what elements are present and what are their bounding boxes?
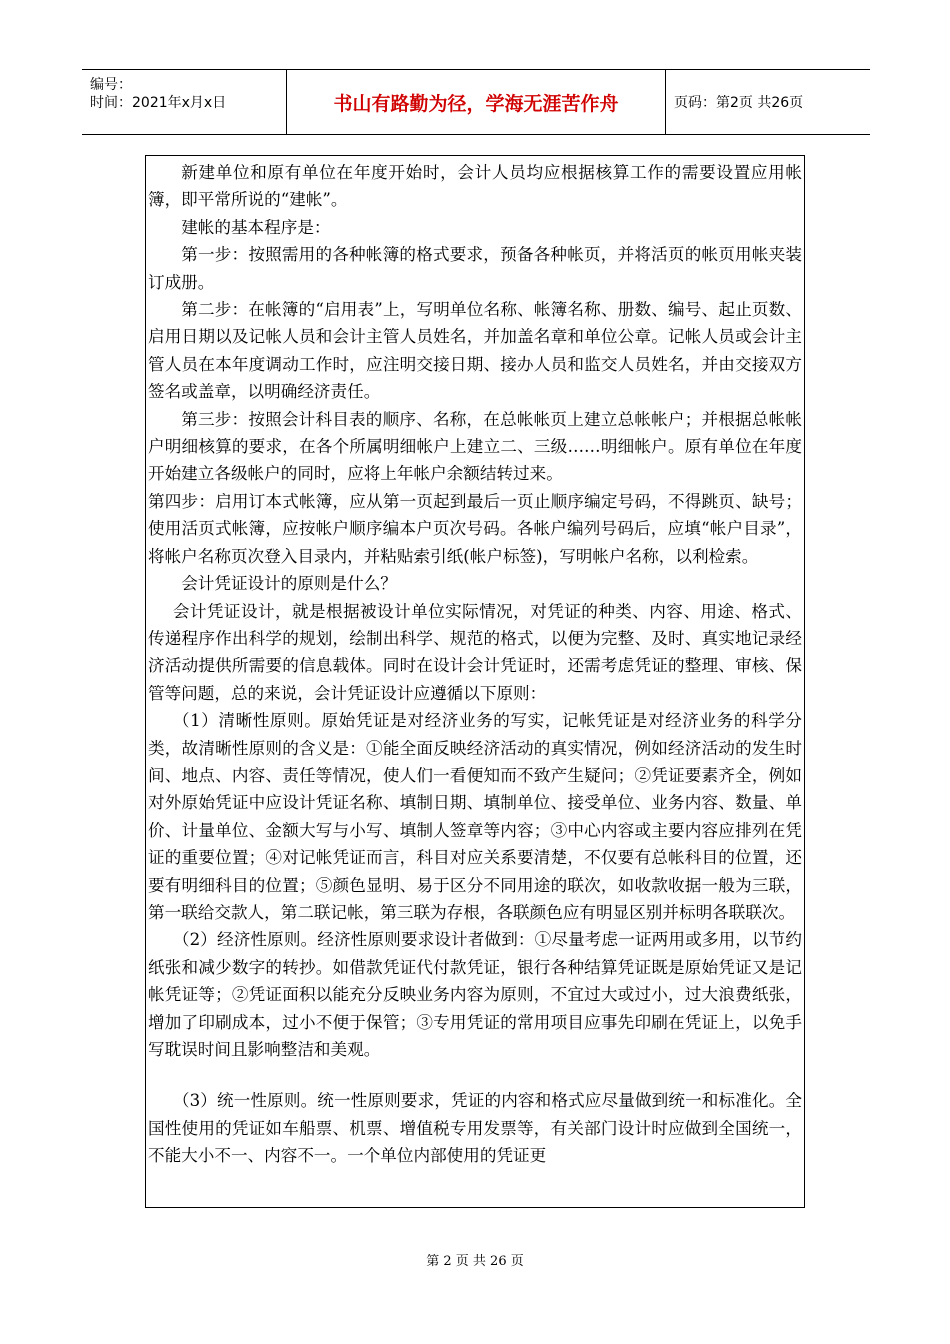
paragraph-step-4: 第四步：启用订本式帐簿，应从第一页起到最后一页止顺序编定号码，不得跳页、缺号；使用活页式帐簿，应按帐户顺序编本户页次号码。各帐户编列号码后，应填“帐户目录”，将帐户名称页次登入目录内，并粘贴索引纸(帐户标签)，写明帐户名称，以利检索。	[148, 491, 802, 566]
header-page-number: 页码：第2页 共26页	[674, 95, 804, 111]
paragraph-intro: 新建单位和原有单位在年度开始时，会计人员均应根据核算工作的需要设置应用帐簿，即平常所说的“建帐”。	[148, 163, 802, 210]
paragraph-procedure-heading: 建帐的基本程序是：	[181, 217, 331, 237]
content-body	[148, 159, 802, 1170]
header-motto: 书山有路勤为径，学海无涯苦作舟	[287, 70, 666, 134]
paragraph-principle-clarity: （1）清晰性原则。原始凭证是对经济业务的写实，记帐凭证是对经济业务的科学分类，故清晰性原则的含义是：①能全面反映经济活动的真实情况，例如经济活动的发生时间、地点、内容、责任等情况，使人们一看便知而不致产生疑问；②凭证要素齐全，例如对外原始凭证中应设计凭证名称、填制日期、填制单位、接受单位、业务内容、数量、单价、计量单位、金额大写与小写、填制人签章等内容；③中心内容或主要内容应排列在凭证的重要位置；④对记帐凭证而言，科目对应关系要清楚，不仅要有总帐科目的位置，还要有明细科目的位置；⑤颜色显明、易于区分不同用途的联次，如收款收据一般为三联，第一联给交款人，第二联记帐，第三联为存根，各联颜色应有明显区别并标明各联联次。	[148, 711, 802, 922]
paragraph-principle-economy: （2）经济性原则。经济性原则要求设计者做到：①尽量考虑一证两用或多用，以节约纸张和减少数字的转抄。如借款凭证代付款凭证，银行各种结算凭证既是原始凭证又是记帐凭证等；②凭证面积以能充分反映业务内容为原则，不宜过大或过小，过大浪费纸张，增加了印刷成本，过小不便于保管；③专用凭证的常用项目应事先印刷在凭证上，以免手写耽误时间且影响整洁和美观。	[148, 930, 802, 1059]
paragraph-question: 会计凭证设计的原则是什么？	[181, 574, 397, 594]
document-number-label: 编号：	[90, 77, 132, 93]
paragraph-design-overview: 会计凭证设计，就是根据被设计单位实际情况，对凭证的种类、内容、用途、格式、传递程序作出科学的规划，绘制出科学、规范的格式，以便为完整、及时、真实地记录经济活动提供所需要的信息载体。同时在设计会计凭证时，还需考虑凭证的整理、审核、保管等问题，总的来说，会计凭证设计应遵循以下原则：	[148, 601, 802, 703]
header-meta	[82, 70, 287, 134]
document-date-label: 时间：2021年x月x日	[90, 95, 227, 111]
page-header	[82, 69, 870, 135]
paragraph-step-1: 第一步：按照需用的各种帐簿的格式要求，预备各种帐页，并将活页的帐页用帐夹装订成册。	[148, 245, 802, 292]
content-frame	[145, 155, 805, 1208]
page-footer: 第 2 页 共 26 页	[426, 1254, 524, 1269]
paragraph-step-2: 第二步：在帐簿的“启用表”上，写明单位名称、帐簿名称、册数、编号、起止页数、启用日期以及记帐人员和会计主管人员姓名，并加盖名章和单位公章。记帐人员或会计主管人员在本年度调动工作时，应注明交接日期、接办人员和监交人员姓名，并由交接双方签名或盖章，以明确经济责任。	[148, 300, 802, 402]
paragraph-principle-uniformity: （3）统一性原则。统一性原则要求，凭证的内容和格式应尽量做到统一和标准化。全国性使用的凭证如车船票、机票、增值税专用发票等，有关部门设计时应做到全国统一，不能大小不一、内容不一。一个单位内部使用的凭证更	[148, 1091, 802, 1166]
paragraph-spacer	[148, 1063, 802, 1087]
paragraph-step-3: 第三步：按照会计科目表的顺序、名称，在总帐帐页上建立总帐帐户；并根据总帐帐户明细核算的要求，在各个所属明细帐户上建立二、三级……明细帐户。原有单位在年度开始建立各级帐户的同时，应将上年帐户余额结转过来。	[148, 409, 802, 484]
